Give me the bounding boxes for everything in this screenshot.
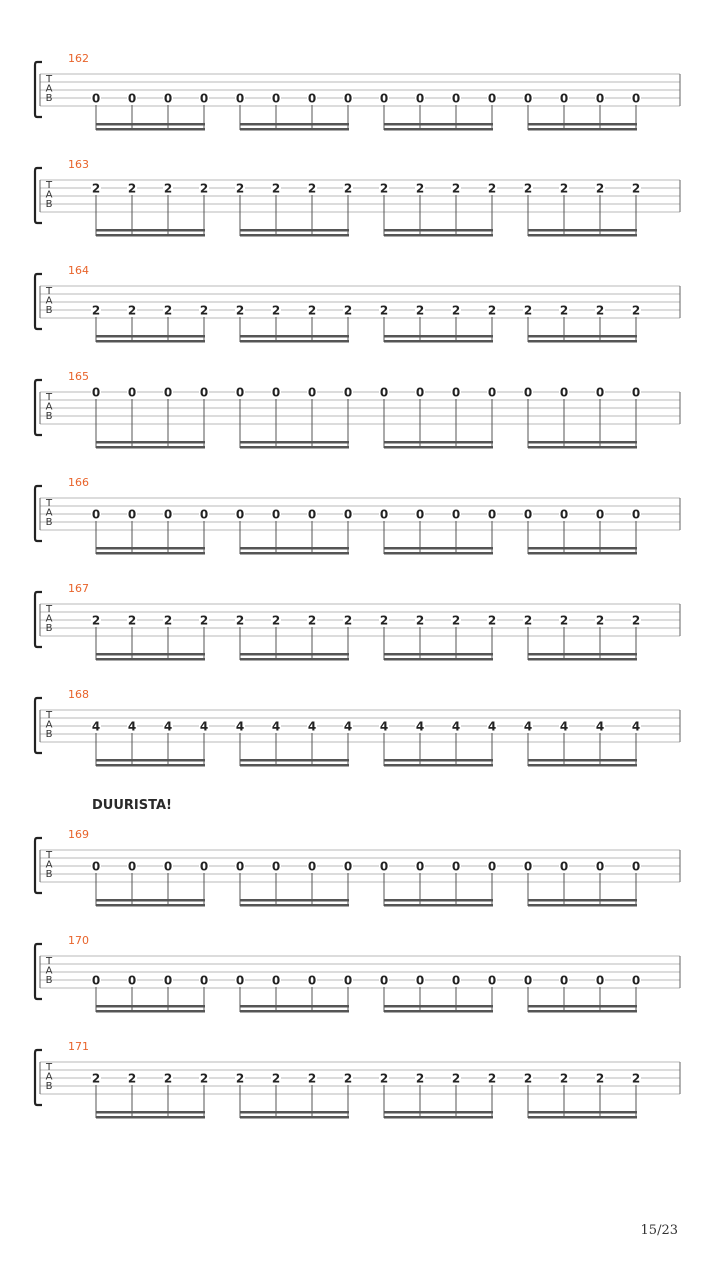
fret-number: 2 (163, 1071, 173, 1086)
fret-number: 2 (271, 181, 281, 196)
fret-number: 0 (523, 91, 533, 106)
beam-primary (96, 1005, 205, 1008)
beam-primary (240, 899, 349, 902)
beam-primary (384, 1111, 493, 1114)
beam-secondary (240, 234, 349, 237)
tab-system (35, 828, 680, 907)
tab-clef-letter: B (45, 517, 53, 528)
beam-primary (240, 123, 349, 126)
beam-secondary (96, 234, 205, 237)
beam-primary (528, 759, 637, 762)
tab-system (35, 582, 680, 661)
beam-secondary (528, 234, 637, 237)
beam-secondary (96, 1116, 205, 1119)
fret-number: 2 (451, 303, 461, 318)
fret-number: 2 (631, 181, 641, 196)
fret-number: 4 (163, 719, 173, 734)
tab-clef-letter: A (45, 859, 53, 871)
beam-primary (528, 653, 637, 656)
beam-secondary (240, 128, 349, 131)
fret-number: 2 (163, 181, 173, 196)
beam-primary (240, 759, 349, 762)
measure-number: 170 (68, 934, 89, 947)
fret-number: 2 (487, 303, 497, 318)
beam-primary (384, 1005, 493, 1008)
beam-primary (96, 1111, 205, 1114)
fret-number: 0 (307, 385, 317, 400)
beam-secondary (96, 128, 205, 131)
fret-number: 0 (91, 91, 101, 106)
fret-number: 2 (91, 1071, 101, 1086)
fret-number: 0 (595, 91, 605, 106)
fret-number: 0 (487, 385, 497, 400)
beam-primary (528, 335, 637, 338)
beam-secondary (384, 1010, 493, 1013)
fret-number: 0 (91, 385, 101, 400)
fret-number: 0 (307, 859, 317, 874)
beam-primary (240, 229, 349, 232)
fret-number: 2 (127, 613, 137, 628)
tab-clef-letter: T (45, 956, 53, 967)
tab-clef-letter: A (45, 613, 53, 625)
fret-number: 0 (379, 507, 389, 522)
beam-secondary (528, 1010, 637, 1013)
beam-primary (96, 899, 205, 902)
fret-number: 2 (523, 181, 533, 196)
beam-primary (96, 123, 205, 126)
beam-secondary (240, 1010, 349, 1013)
fret-number: 2 (343, 181, 353, 196)
beam-secondary (240, 658, 349, 661)
fret-number: 0 (631, 507, 641, 522)
fret-number: 2 (379, 613, 389, 628)
fret-number: 0 (235, 91, 245, 106)
beam-secondary (96, 658, 205, 661)
fret-number: 0 (271, 385, 281, 400)
fret-number: 0 (199, 91, 209, 106)
beam-secondary (240, 552, 349, 555)
beam-primary (384, 335, 493, 338)
beam-primary (240, 547, 349, 550)
beam-primary (96, 335, 205, 338)
fret-number: 0 (271, 859, 281, 874)
fret-number: 0 (559, 973, 569, 988)
tab-clef-letter: T (45, 74, 53, 85)
fret-number: 2 (91, 303, 101, 318)
page-number: 15/23 (640, 1223, 678, 1238)
beam-primary (240, 1111, 349, 1114)
measure-number: 165 (68, 370, 89, 383)
fret-number: 0 (415, 507, 425, 522)
tab-clef-letter: B (45, 411, 53, 422)
tab-clef-letter: T (45, 604, 53, 615)
fret-number: 0 (415, 91, 425, 106)
tab-clef-letter: B (45, 93, 53, 104)
tab-system (35, 934, 680, 1013)
fret-number: 0 (91, 973, 101, 988)
fret-number: 2 (163, 613, 173, 628)
fret-number: 0 (163, 973, 173, 988)
beam-secondary (528, 552, 637, 555)
fret-number: 2 (271, 613, 281, 628)
fret-number: 0 (343, 507, 353, 522)
measure-number: 164 (68, 264, 89, 277)
fret-number: 0 (163, 385, 173, 400)
fret-number: 2 (307, 613, 317, 628)
beam-secondary (384, 234, 493, 237)
fret-number: 2 (451, 1071, 461, 1086)
fret-number: 0 (559, 91, 569, 106)
fret-number: 2 (595, 613, 605, 628)
fret-number: 0 (631, 973, 641, 988)
fret-number: 0 (631, 859, 641, 874)
tab-system (35, 688, 680, 767)
fret-number: 2 (631, 613, 641, 628)
beam-secondary (96, 1010, 205, 1013)
fret-number: 0 (343, 973, 353, 988)
beam-secondary (96, 552, 205, 555)
fret-number: 0 (91, 507, 101, 522)
fret-number: 0 (523, 973, 533, 988)
beam-primary (240, 653, 349, 656)
fret-number: 2 (379, 303, 389, 318)
beam-secondary (528, 764, 637, 767)
tab-clef-letter: A (45, 189, 53, 201)
measure-number: 166 (68, 476, 89, 489)
beam-primary (96, 229, 205, 232)
fret-number: 2 (127, 181, 137, 196)
fret-number: 0 (379, 385, 389, 400)
fret-number: 2 (487, 181, 497, 196)
measure-number: 171 (68, 1040, 89, 1053)
tab-system (35, 52, 680, 131)
fret-number: 4 (199, 719, 209, 734)
beam-primary (384, 441, 493, 444)
fret-number: 4 (523, 719, 533, 734)
fret-number: 0 (559, 859, 569, 874)
fret-number: 2 (307, 1071, 317, 1086)
fret-number: 0 (343, 91, 353, 106)
fret-number: 0 (127, 91, 137, 106)
tab-clef-letter: A (45, 507, 53, 519)
fret-number: 0 (451, 507, 461, 522)
tab-system (35, 476, 680, 555)
fret-number: 2 (559, 181, 569, 196)
fret-number: 0 (595, 507, 605, 522)
beam-secondary (96, 446, 205, 449)
tab-clef-letter: B (45, 975, 53, 986)
fret-number: 0 (127, 859, 137, 874)
tab-clef-letter: B (45, 729, 53, 740)
fret-number: 0 (523, 507, 533, 522)
beam-primary (240, 335, 349, 338)
fret-number: 2 (199, 181, 209, 196)
fret-number: 2 (559, 613, 569, 628)
beam-primary (384, 653, 493, 656)
fret-number: 0 (595, 973, 605, 988)
fret-number: 0 (343, 385, 353, 400)
beam-primary (528, 899, 637, 902)
fret-number: 4 (379, 719, 389, 734)
fret-number: 4 (595, 719, 605, 734)
fret-number: 4 (487, 719, 497, 734)
fret-number: 0 (415, 385, 425, 400)
beam-primary (528, 441, 637, 444)
fret-number: 4 (91, 719, 101, 734)
fret-number: 2 (415, 613, 425, 628)
fret-number: 0 (235, 973, 245, 988)
fret-number: 2 (523, 613, 533, 628)
tab-clef-letter: T (45, 710, 53, 721)
fret-number: 2 (343, 613, 353, 628)
tab-clef-letter: T (45, 286, 53, 297)
fret-number: 2 (127, 1071, 137, 1086)
fret-number: 2 (595, 181, 605, 196)
fret-number: 2 (307, 181, 317, 196)
fret-number: 2 (91, 613, 101, 628)
fret-number: 0 (199, 385, 209, 400)
fret-number: 2 (631, 303, 641, 318)
fret-number: 2 (235, 613, 245, 628)
fret-number: 2 (559, 1071, 569, 1086)
fret-number: 0 (379, 91, 389, 106)
tab-clef-letter: A (45, 83, 53, 95)
fret-number: 0 (199, 973, 209, 988)
tab-system (35, 264, 680, 343)
fret-number: 2 (307, 303, 317, 318)
beam-secondary (96, 340, 205, 343)
fret-number: 2 (271, 303, 281, 318)
fret-number: 0 (451, 91, 461, 106)
beam-secondary (528, 904, 637, 907)
fret-number: 2 (271, 1071, 281, 1086)
fret-number: 2 (343, 1071, 353, 1086)
measure-number: 163 (68, 158, 89, 171)
beam-secondary (384, 128, 493, 131)
fret-number: 0 (271, 91, 281, 106)
beam-primary (528, 1005, 637, 1008)
fret-number: 2 (199, 1071, 209, 1086)
beam-primary (96, 441, 205, 444)
fret-number: 2 (235, 303, 245, 318)
fret-number: 2 (595, 1071, 605, 1086)
beam-secondary (384, 446, 493, 449)
fret-number: 0 (523, 385, 533, 400)
fret-number: 0 (127, 973, 137, 988)
beam-primary (384, 123, 493, 126)
fret-number: 0 (487, 507, 497, 522)
fret-number: 0 (559, 385, 569, 400)
fret-number: 0 (307, 91, 317, 106)
tab-clef-letter: A (45, 401, 53, 413)
fret-number: 2 (199, 303, 209, 318)
fret-number: 2 (379, 181, 389, 196)
fret-number: 2 (631, 1071, 641, 1086)
beam-primary (96, 547, 205, 550)
beam-primary (96, 653, 205, 656)
fret-number: 0 (343, 859, 353, 874)
fret-number: 0 (379, 859, 389, 874)
fret-number: 0 (631, 91, 641, 106)
fret-number: 0 (163, 507, 173, 522)
tab-clef-letter: T (45, 392, 53, 403)
beam-secondary (384, 764, 493, 767)
fret-number: 0 (595, 859, 605, 874)
fret-number: 0 (307, 507, 317, 522)
fret-number: 2 (523, 303, 533, 318)
fret-number: 4 (343, 719, 353, 734)
beam-secondary (240, 764, 349, 767)
fret-number: 0 (451, 973, 461, 988)
fret-number: 2 (199, 613, 209, 628)
fret-number: 0 (487, 91, 497, 106)
beam-secondary (384, 340, 493, 343)
measure-number: 162 (68, 52, 89, 65)
beam-secondary (240, 340, 349, 343)
fret-number: 0 (631, 385, 641, 400)
tab-clef-letter: B (45, 199, 53, 210)
tab-system (35, 1040, 680, 1119)
fret-number: 4 (307, 719, 317, 734)
beam-primary (528, 1111, 637, 1114)
measure-number: 169 (68, 828, 89, 841)
measure-number: 168 (68, 688, 89, 701)
beam-secondary (240, 446, 349, 449)
beam-secondary (240, 904, 349, 907)
fret-number: 0 (235, 385, 245, 400)
fret-number: 4 (271, 719, 281, 734)
beam-primary (240, 1005, 349, 1008)
fret-number: 0 (487, 973, 497, 988)
tab-clef-letter: A (45, 965, 53, 977)
fret-number: 2 (451, 613, 461, 628)
fret-number: 2 (595, 303, 605, 318)
beam-primary (528, 123, 637, 126)
fret-number: 0 (199, 507, 209, 522)
tab-clef-letter: T (45, 180, 53, 191)
fret-number: 2 (487, 1071, 497, 1086)
tab-clef-letter: A (45, 295, 53, 307)
fret-number: 0 (523, 859, 533, 874)
fret-number: 2 (163, 303, 173, 318)
fret-number: 0 (91, 859, 101, 874)
fret-number: 4 (451, 719, 461, 734)
fret-number: 0 (487, 859, 497, 874)
fret-number: 2 (487, 613, 497, 628)
fret-number: 0 (235, 859, 245, 874)
section-marker-text: DUURISTA! (92, 798, 172, 813)
fret-number: 0 (415, 973, 425, 988)
fret-number: 4 (235, 719, 245, 734)
fret-number: 0 (163, 859, 173, 874)
fret-number: 0 (415, 859, 425, 874)
beam-secondary (528, 1116, 637, 1119)
beam-secondary (384, 904, 493, 907)
fret-number: 4 (631, 719, 641, 734)
fret-number: 4 (415, 719, 425, 734)
beam-secondary (240, 1116, 349, 1119)
beam-secondary (96, 764, 205, 767)
tab-clef-letter: B (45, 1081, 53, 1092)
beam-secondary (384, 552, 493, 555)
beam-primary (384, 899, 493, 902)
fret-number: 0 (451, 385, 461, 400)
fret-number: 2 (415, 303, 425, 318)
beam-secondary (528, 128, 637, 131)
beam-primary (384, 547, 493, 550)
fret-number: 0 (127, 507, 137, 522)
beam-secondary (528, 658, 637, 661)
measure-number: 167 (68, 582, 89, 595)
beam-primary (384, 229, 493, 232)
tab-system (35, 158, 680, 237)
tab-clef-letter: B (45, 869, 53, 880)
fret-number: 2 (235, 181, 245, 196)
fret-number: 2 (415, 181, 425, 196)
fret-number: 2 (559, 303, 569, 318)
beam-primary (384, 759, 493, 762)
beam-secondary (528, 446, 637, 449)
beam-primary (240, 441, 349, 444)
fret-number: 0 (271, 973, 281, 988)
beam-primary (528, 229, 637, 232)
fret-number: 0 (595, 385, 605, 400)
fret-number: 2 (415, 1071, 425, 1086)
fret-number: 0 (271, 507, 281, 522)
beam-secondary (384, 658, 493, 661)
beam-primary (96, 759, 205, 762)
beam-secondary (528, 340, 637, 343)
fret-number: 2 (127, 303, 137, 318)
fret-number: 2 (343, 303, 353, 318)
fret-number: 2 (91, 181, 101, 196)
fret-number: 4 (127, 719, 137, 734)
tab-clef-letter: T (45, 850, 53, 861)
fret-number: 0 (199, 859, 209, 874)
beam-secondary (96, 904, 205, 907)
beam-secondary (384, 1116, 493, 1119)
fret-number: 0 (307, 973, 317, 988)
fret-number: 0 (235, 507, 245, 522)
fret-number: 2 (451, 181, 461, 196)
fret-number: 0 (451, 859, 461, 874)
fret-number: 0 (559, 507, 569, 522)
fret-number: 4 (559, 719, 569, 734)
tab-clef-letter: B (45, 305, 53, 316)
beam-primary (528, 547, 637, 550)
tab-clef-letter: T (45, 1062, 53, 1073)
fret-number: 0 (127, 385, 137, 400)
fret-number: 2 (235, 1071, 245, 1086)
tab-clef-letter: T (45, 498, 53, 509)
tab-clef-letter: A (45, 719, 53, 731)
fret-number: 0 (163, 91, 173, 106)
tab-clef-letter: A (45, 1071, 53, 1083)
fret-number: 2 (379, 1071, 389, 1086)
tab-system (35, 370, 680, 449)
fret-number: 0 (379, 973, 389, 988)
fret-number: 2 (523, 1071, 533, 1086)
tab-clef-letter: B (45, 623, 53, 634)
